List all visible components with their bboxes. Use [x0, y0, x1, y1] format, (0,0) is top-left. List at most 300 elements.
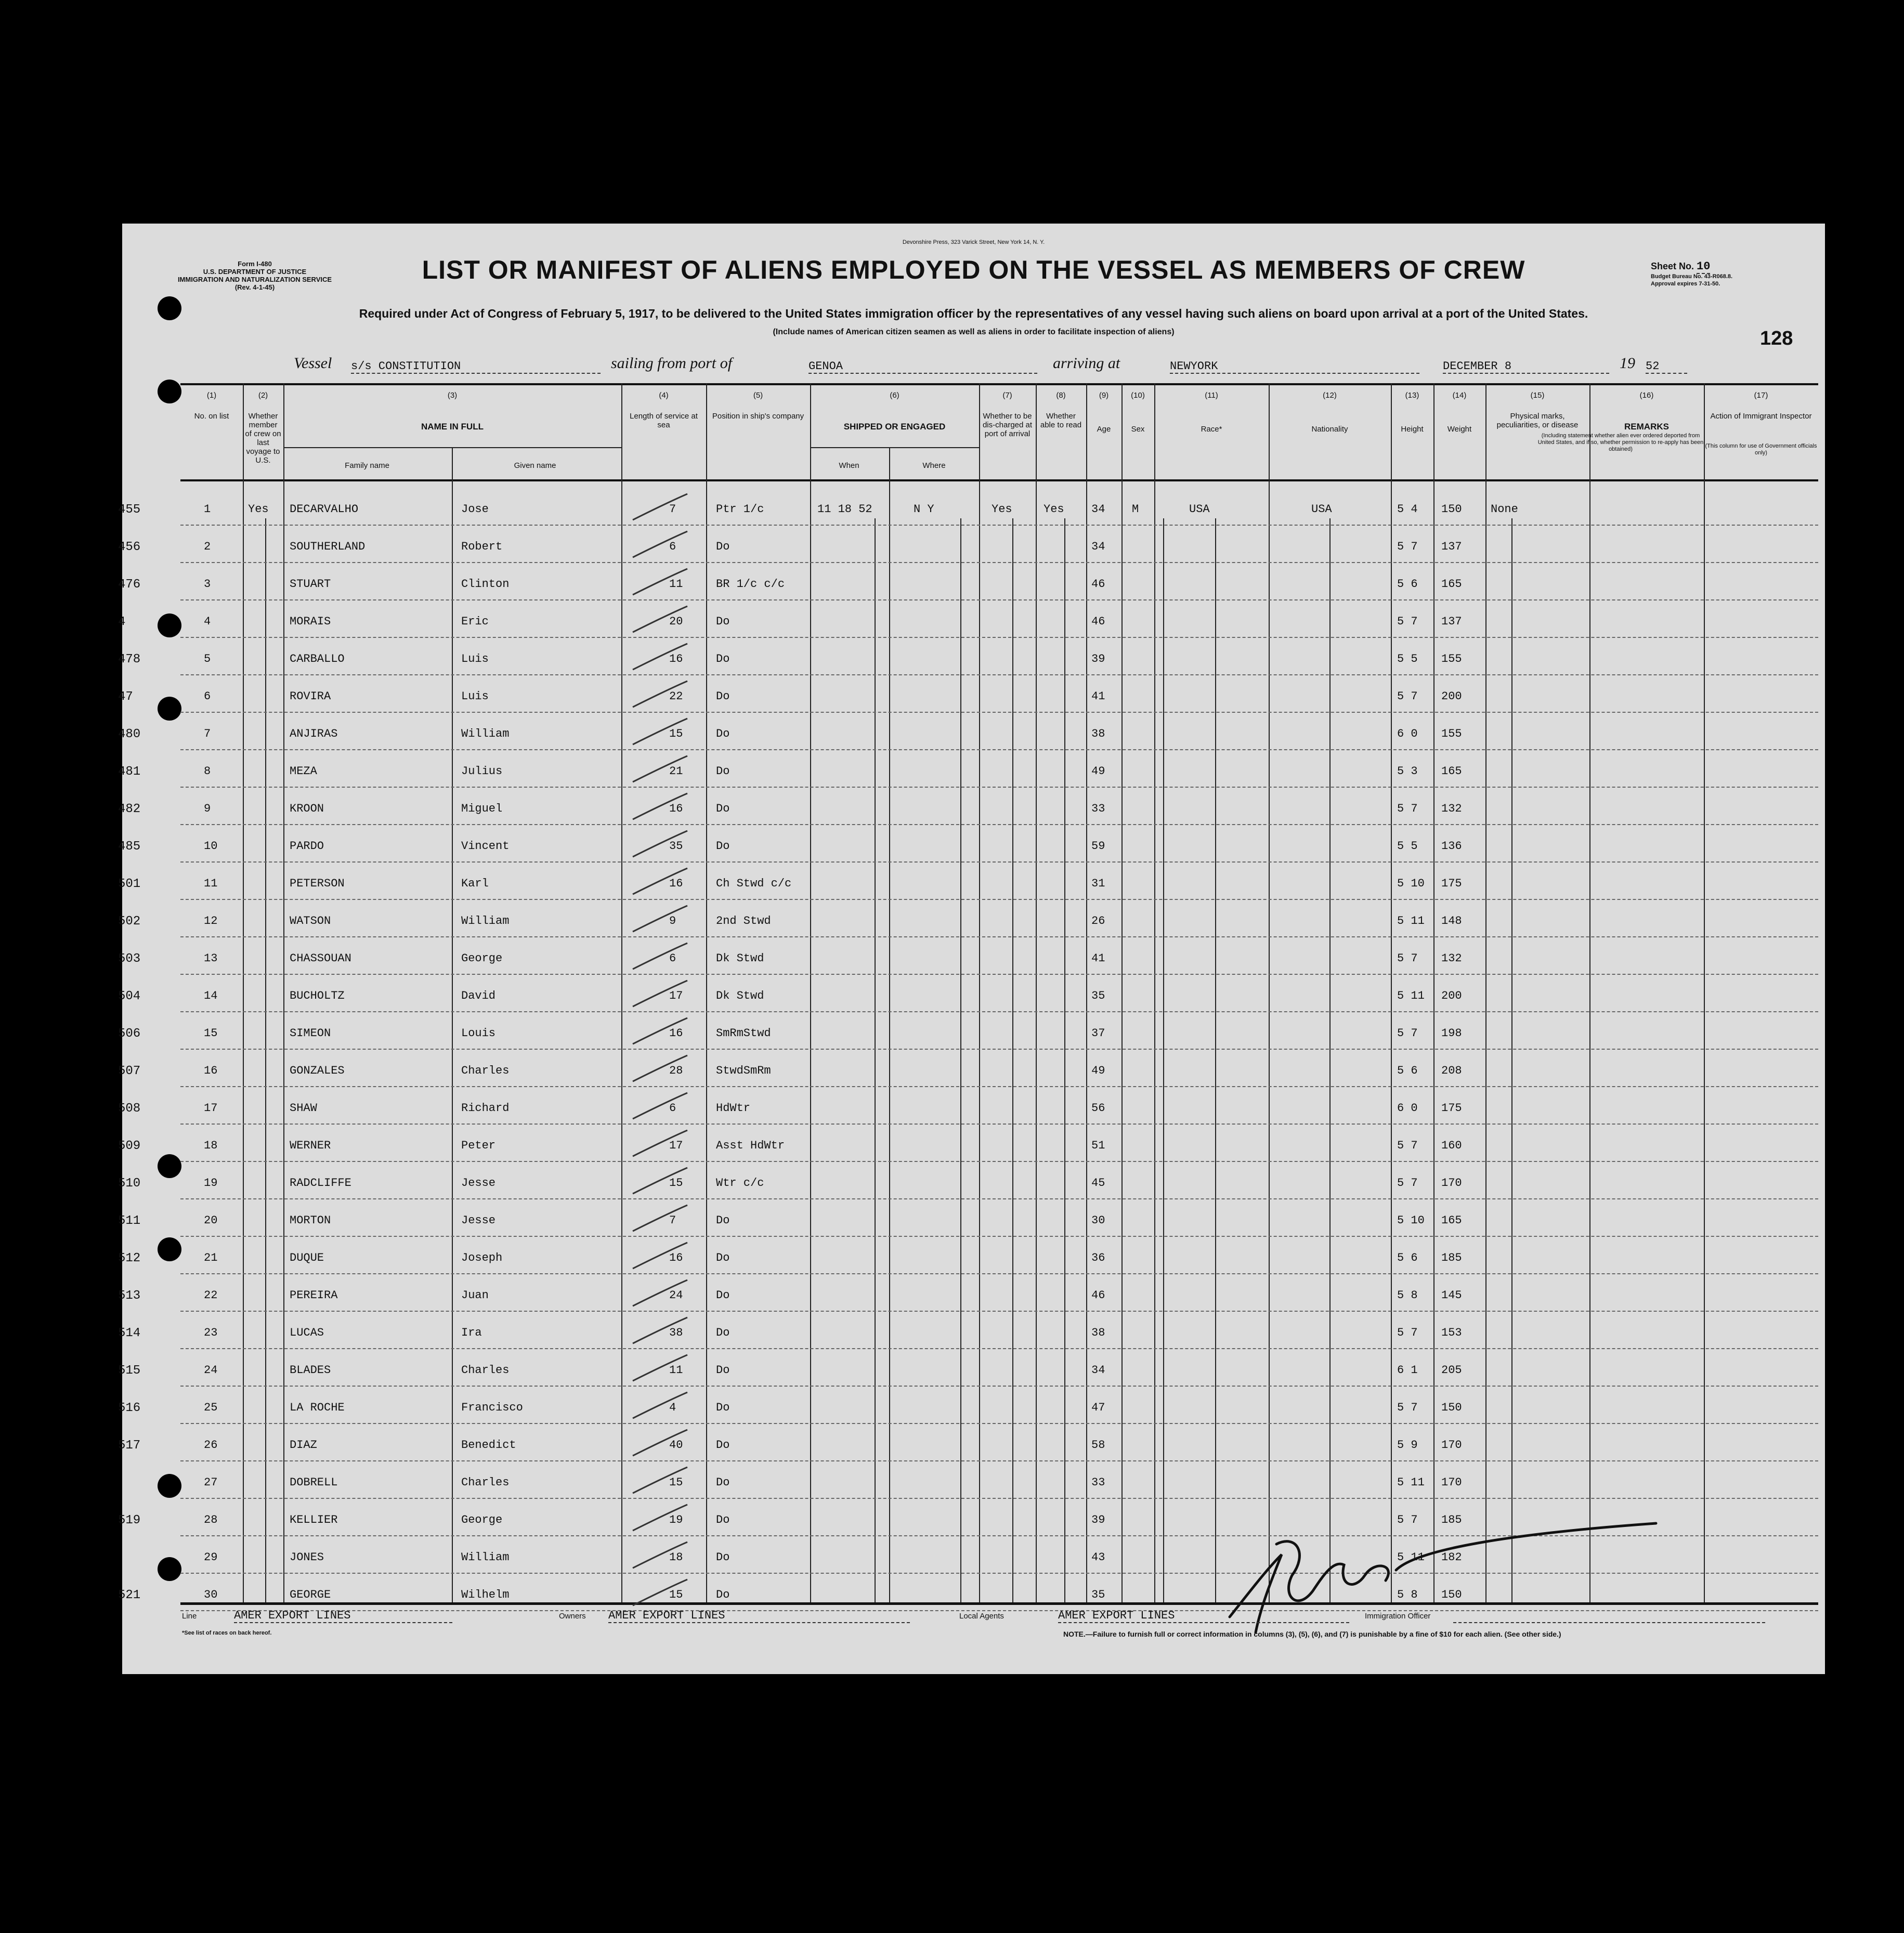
age: 39 — [1091, 1513, 1105, 1526]
row-number: 8 — [204, 765, 211, 778]
sailing-label: sailing from port of — [611, 355, 733, 372]
column-number: (1) — [206, 391, 217, 400]
check-mark — [628, 1203, 690, 1234]
family-name: PARDO — [290, 840, 324, 853]
physical-marks: None — [1491, 503, 1518, 516]
row-number: 28 — [204, 1513, 218, 1526]
family-name: CARBALLO — [290, 652, 345, 665]
row-number: 10 — [204, 840, 218, 853]
table-row — [118, 749, 1818, 788]
service-length: 6 — [669, 540, 676, 553]
family-name: BLADES — [290, 1364, 331, 1377]
line-number: 515 — [118, 1364, 141, 1378]
family-name: SIMEON — [290, 1027, 331, 1040]
age: 51 — [1091, 1139, 1105, 1152]
line-number: 506 — [118, 1027, 141, 1041]
column-number: (4) — [659, 391, 669, 400]
height: 5 5 — [1397, 840, 1418, 853]
shipped-subheader-rule — [810, 447, 979, 448]
punch-hole — [158, 1154, 181, 1178]
punch-hole — [158, 380, 181, 403]
line-number: 455 — [118, 503, 141, 517]
check-mark — [628, 1390, 690, 1421]
height: 5 4 — [1397, 503, 1418, 516]
height: 5 11 — [1397, 1551, 1425, 1564]
column-number: (14) — [1452, 391, 1467, 400]
arriving-label: arriving at — [1053, 355, 1120, 372]
check-mark — [628, 1053, 690, 1084]
sex: M — [1132, 503, 1139, 516]
service-length: 35 — [669, 840, 683, 853]
row-number: 26 — [204, 1439, 218, 1452]
check-mark — [628, 641, 690, 672]
row-number: 23 — [204, 1326, 218, 1339]
table-top-rule — [180, 383, 1818, 385]
table-row — [180, 1460, 1818, 1499]
check-mark — [628, 1502, 690, 1533]
owners-value: AMER EXPORT LINES — [608, 1609, 910, 1623]
weight: 136 — [1441, 840, 1462, 853]
check-mark — [628, 1315, 690, 1346]
position: Do — [716, 1251, 730, 1264]
position: Do — [716, 1551, 730, 1564]
given-name: David — [461, 989, 496, 1002]
weight: 200 — [1441, 690, 1462, 703]
year-prefix: 19 — [1620, 355, 1635, 372]
punch-hole — [158, 1557, 181, 1581]
service-length: 16 — [669, 1251, 683, 1264]
column-header: Length of service at sea — [630, 412, 698, 429]
given-name: William — [461, 1551, 510, 1564]
service-length: 11 — [669, 578, 683, 591]
weight: 132 — [1441, 952, 1462, 965]
row-number: 24 — [204, 1364, 218, 1377]
check-mark — [628, 791, 690, 822]
punch-hole — [158, 1237, 181, 1261]
weight: 175 — [1441, 877, 1462, 890]
header-bottom-rule — [180, 479, 1818, 481]
races-note: *See list of races on back hereof. — [182, 1630, 272, 1636]
height: 5 3 — [1397, 765, 1418, 778]
arrival-year: 52 — [1646, 360, 1687, 374]
weight: 170 — [1441, 1476, 1462, 1489]
line-number: 485 — [118, 840, 141, 854]
officer-signature-line — [1453, 1622, 1765, 1623]
age: 26 — [1091, 915, 1105, 928]
column-number: (6) — [890, 391, 899, 400]
given-name: Richard — [461, 1102, 510, 1115]
row-number: 3 — [204, 578, 211, 591]
height: 6 1 — [1397, 1364, 1418, 1377]
column-number: (8) — [1056, 391, 1066, 400]
position: Do — [716, 727, 730, 740]
service-length: 7 — [669, 1214, 676, 1227]
line-number: 503 — [118, 952, 141, 966]
position: Do — [716, 540, 730, 553]
check-mark — [628, 1577, 690, 1608]
line-number: 476 — [118, 578, 141, 592]
position: Do — [716, 652, 730, 665]
table-row — [118, 1049, 1818, 1087]
where-header: Where — [922, 461, 946, 470]
given-name: Joseph — [461, 1251, 503, 1264]
column-header: NAME IN FULL — [421, 422, 484, 432]
row-number: 1 — [204, 503, 211, 516]
family-name: DUQUE — [290, 1251, 324, 1264]
line-number: 47 — [118, 690, 133, 704]
given-name: Wilhelm — [461, 1588, 510, 1601]
position: Asst HdWtr — [716, 1139, 785, 1152]
position: Wtr c/c — [716, 1177, 764, 1190]
service-length: 17 — [669, 1139, 683, 1152]
check-mark — [628, 941, 690, 972]
row-number: 7 — [204, 727, 211, 740]
sailing-port: GENOA — [808, 360, 1037, 374]
table-row — [118, 824, 1818, 863]
check-mark — [628, 716, 690, 747]
weight: 150 — [1441, 1401, 1462, 1414]
column-header: Whether to be dis-charged at port of arrival — [982, 412, 1033, 438]
check-mark — [628, 1427, 690, 1458]
age: 38 — [1091, 1326, 1105, 1339]
family-name: SOUTHERLAND — [290, 540, 366, 553]
height: 5 7 — [1397, 1027, 1418, 1040]
discharged: Yes — [992, 503, 1012, 516]
given-name: William — [461, 727, 510, 740]
height: 5 6 — [1397, 578, 1418, 591]
age: 34 — [1091, 540, 1105, 553]
weight: 153 — [1441, 1326, 1462, 1339]
height: 5 7 — [1397, 1177, 1418, 1190]
table-row — [118, 1311, 1818, 1349]
weight: 155 — [1441, 727, 1462, 740]
height: 5 10 — [1397, 1214, 1425, 1227]
owners-label: Owners — [559, 1612, 586, 1621]
column-header: Nationality — [1311, 425, 1348, 434]
weight: 198 — [1441, 1027, 1462, 1040]
shipped-where: N Y — [914, 503, 934, 516]
nationality: USA — [1311, 503, 1332, 516]
check-mark — [628, 978, 690, 1009]
table-row — [118, 1236, 1818, 1274]
family-name: MORTON — [290, 1214, 331, 1227]
column-number: (16) — [1639, 391, 1654, 400]
age: 59 — [1091, 840, 1105, 853]
row-number: 25 — [204, 1401, 218, 1414]
position: Do — [716, 840, 730, 853]
column-header: Sex — [1131, 425, 1145, 434]
family-name: KROON — [290, 802, 324, 815]
weight: 155 — [1441, 652, 1462, 665]
column-number: (5) — [753, 391, 763, 400]
manifest-sheet — [118, 224, 1825, 1674]
row-number: 4 — [204, 615, 211, 628]
service-length: 38 — [669, 1326, 683, 1339]
family-name: KELLIER — [290, 1513, 338, 1526]
height: 6 0 — [1397, 1102, 1418, 1115]
service-length: 21 — [669, 765, 683, 778]
family-name: PETERSON — [290, 877, 345, 890]
weight: 170 — [1441, 1177, 1462, 1190]
age: 36 — [1091, 1251, 1105, 1264]
height: 5 7 — [1397, 802, 1418, 815]
row-number: 17 — [204, 1102, 218, 1115]
height: 5 6 — [1397, 1064, 1418, 1077]
officer-label: Immigration Officer — [1365, 1612, 1431, 1621]
height: 5 7 — [1397, 690, 1418, 703]
service-length: 6 — [669, 1102, 676, 1115]
given-name: George — [461, 952, 503, 965]
weight: 148 — [1441, 915, 1462, 928]
column-number: (17) — [1754, 391, 1768, 400]
line-number: 516 — [118, 1401, 141, 1415]
weight: 185 — [1441, 1513, 1462, 1526]
weight: 132 — [1441, 802, 1462, 815]
family-name: CHASSOUAN — [290, 952, 351, 965]
check-mark — [628, 678, 690, 710]
column-header: Age — [1097, 425, 1111, 434]
weight: 182 — [1441, 1551, 1462, 1564]
check-mark — [628, 1352, 690, 1383]
line-number: 514 — [118, 1326, 141, 1340]
printer-credit: Devonshire Press, 323 Varick Street, New York 14, N. Y. — [902, 239, 1045, 245]
service-length: 16 — [669, 1027, 683, 1040]
family-name: ANJIRAS — [290, 727, 338, 740]
given-name: William — [461, 915, 510, 928]
line-number: 507 — [118, 1064, 141, 1078]
family-name: DOBRELL — [290, 1476, 338, 1489]
service-length: 17 — [669, 989, 683, 1002]
given-name: George — [461, 1513, 503, 1526]
age: 39 — [1091, 652, 1105, 665]
age: 34 — [1091, 1364, 1105, 1377]
table-row — [118, 899, 1818, 937]
able-to-read: Yes — [1044, 503, 1064, 516]
line-number: 511 — [118, 1214, 141, 1228]
check-mark — [628, 1128, 690, 1159]
line-number: 4 — [118, 615, 126, 629]
position: Do — [716, 1439, 730, 1452]
age: 58 — [1091, 1439, 1105, 1452]
punch-hole — [158, 613, 181, 637]
row-number: 30 — [204, 1588, 218, 1601]
row-number: 19 — [204, 1177, 218, 1190]
age: 46 — [1091, 578, 1105, 591]
column-header: Whether able to read — [1040, 412, 1082, 429]
service-length: 15 — [669, 1476, 683, 1489]
family-name: DIAZ — [290, 1439, 317, 1452]
service-length: 16 — [669, 802, 683, 815]
row-number: 18 — [204, 1139, 218, 1152]
when-header: When — [839, 461, 859, 470]
service-length: 6 — [669, 952, 676, 965]
given-name: Miguel — [461, 802, 503, 815]
check-mark — [628, 566, 690, 597]
shipped-when: 11 18 52 — [817, 503, 872, 516]
height: 5 7 — [1397, 540, 1418, 553]
check-mark — [628, 866, 690, 897]
footer-note: NOTE.—Failure to furnish full or correct information in columns (3), (5), (6), and (7) is punishable by a fine of $10 for each alien. (See other side.) — [1063, 1630, 1561, 1638]
family-name: SHAW — [290, 1102, 317, 1115]
position: Do — [716, 1326, 730, 1339]
weight: 208 — [1441, 1064, 1462, 1077]
line-number: 509 — [118, 1139, 141, 1153]
family-name: JONES — [290, 1551, 324, 1564]
row-number: 21 — [204, 1251, 218, 1264]
weight: 165 — [1441, 765, 1462, 778]
given-name: Juan — [461, 1289, 489, 1302]
given-name: Benedict — [461, 1439, 516, 1452]
service-length: 22 — [669, 690, 683, 703]
line-number: 517 — [118, 1439, 141, 1453]
check-mark — [628, 903, 690, 934]
age: 49 — [1091, 1064, 1105, 1077]
budget-bureau: Budget Bureau No. 43-R068.8. Approval expires 7-31-50. — [1651, 273, 1733, 287]
weight: 165 — [1441, 578, 1462, 591]
race: USA — [1189, 503, 1210, 516]
check-mark — [628, 529, 690, 560]
line-number: 501 — [118, 877, 141, 891]
height: 5 11 — [1397, 989, 1425, 1002]
position: StwdSmRm — [716, 1064, 771, 1077]
table-row — [118, 1273, 1818, 1312]
column-header: Physical marks, peculiarities, or disease — [1496, 412, 1579, 429]
weight: 185 — [1441, 1251, 1462, 1264]
inspector-note: (This column for use of Government officials only) — [1705, 443, 1817, 456]
check-mark — [628, 1090, 690, 1121]
table-row — [118, 936, 1818, 975]
table-row — [118, 562, 1818, 600]
vessel-label: Vessel — [294, 355, 332, 372]
table-row — [118, 1161, 1818, 1199]
column-header: SHIPPED OR ENGAGED — [843, 422, 946, 432]
position: BR 1/c c/c — [716, 578, 785, 591]
height: 6 0 — [1397, 727, 1418, 740]
column-number: (11) — [1205, 391, 1218, 400]
table-row — [118, 674, 1818, 713]
family-name: LA ROCHE — [290, 1401, 345, 1414]
line-number: 504 — [118, 989, 141, 1003]
weight: 145 — [1441, 1289, 1462, 1302]
age: 33 — [1091, 1476, 1105, 1489]
service-length: 15 — [669, 727, 683, 740]
column-header: Race* — [1201, 425, 1222, 434]
table-row — [118, 599, 1818, 638]
given-name: Jesse — [461, 1214, 496, 1227]
height: 5 7 — [1397, 1326, 1418, 1339]
column-number: (2) — [258, 391, 268, 400]
service-length: 11 — [669, 1364, 683, 1377]
table-row — [118, 974, 1818, 1012]
table-row — [118, 1086, 1818, 1125]
check-mark — [628, 753, 690, 785]
position: Do — [716, 1364, 730, 1377]
given-name: Julius — [461, 765, 503, 778]
age: 34 — [1091, 503, 1105, 516]
service-length: 40 — [669, 1439, 683, 1452]
row-number: 22 — [204, 1289, 218, 1302]
family-name: BUCHOLTZ — [290, 989, 345, 1002]
service-length: 16 — [669, 877, 683, 890]
line-number: 481 — [118, 765, 141, 779]
table-row — [118, 1124, 1818, 1162]
weight: 165 — [1441, 1214, 1462, 1227]
family-name: DECARVALHO — [290, 503, 359, 516]
column-header: Height — [1401, 425, 1424, 434]
given-name-header: Given name — [514, 461, 556, 470]
column-number: (13) — [1405, 391, 1419, 400]
form-identifier: Form I-480 U.S. DEPARTMENT OF JUSTICE IMMIGRATION AND NATURALIZATION SERVICE (Rev. 4-1-45) — [177, 260, 332, 291]
age: 46 — [1091, 1289, 1105, 1302]
age: 41 — [1091, 952, 1105, 965]
given-name: Ira — [461, 1326, 482, 1339]
row-number: 29 — [204, 1551, 218, 1564]
given-name: Charles — [461, 1476, 510, 1489]
line-number: 513 — [118, 1289, 141, 1303]
family-name: MEZA — [290, 765, 317, 778]
service-length: 28 — [669, 1064, 683, 1077]
position: Ptr 1/c — [716, 503, 764, 516]
check-mark — [628, 491, 690, 523]
row-number: 20 — [204, 1214, 218, 1227]
weight: 205 — [1441, 1364, 1462, 1377]
given-name: Charles — [461, 1064, 510, 1077]
row-number: 13 — [204, 952, 218, 965]
line-number: 502 — [118, 915, 141, 929]
table-row — [118, 487, 1818, 526]
given-name: Eric — [461, 615, 489, 628]
given-name: Clinton — [461, 578, 510, 591]
row-number: 11 — [204, 877, 218, 890]
line-number: 482 — [118, 802, 141, 816]
row-number: 27 — [204, 1476, 218, 1489]
service-length: 15 — [669, 1588, 683, 1601]
age: 43 — [1091, 1551, 1105, 1564]
given-name: Louis — [461, 1027, 496, 1040]
position: HdWtr — [716, 1102, 751, 1115]
service-length: 19 — [669, 1513, 683, 1526]
table-row — [118, 637, 1818, 675]
service-length: 7 — [669, 503, 676, 516]
position: Do — [716, 1476, 730, 1489]
given-name: Peter — [461, 1139, 496, 1152]
weight: 137 — [1441, 540, 1462, 553]
weight: 150 — [1441, 1588, 1462, 1601]
row-number: 6 — [204, 690, 211, 703]
table-row — [118, 787, 1818, 825]
table-row — [118, 1198, 1818, 1237]
table-row — [118, 1423, 1818, 1461]
page-subnote: (Include names of American citizen seamen as well as aliens in order to facilitate inspection of aliens) — [773, 328, 1175, 336]
age: 56 — [1091, 1102, 1105, 1115]
height: 5 7 — [1397, 952, 1418, 965]
family-name: LUCAS — [290, 1326, 324, 1339]
family-name: STUART — [290, 578, 331, 591]
position: Do — [716, 1289, 730, 1302]
line-number: 521 — [118, 1588, 141, 1602]
line-number: 519 — [118, 1513, 141, 1527]
column-header: Position in ship's company — [712, 412, 804, 421]
line-label: Line — [182, 1612, 197, 1621]
age: 35 — [1091, 1588, 1105, 1601]
column-number: (7) — [1002, 391, 1012, 400]
row-number: 5 — [204, 652, 211, 665]
position: Do — [716, 615, 730, 628]
table-row — [118, 861, 1818, 900]
family-name: ROVIRA — [290, 690, 331, 703]
family-name: GEORGE — [290, 1588, 331, 1601]
row-number: 9 — [204, 802, 211, 815]
